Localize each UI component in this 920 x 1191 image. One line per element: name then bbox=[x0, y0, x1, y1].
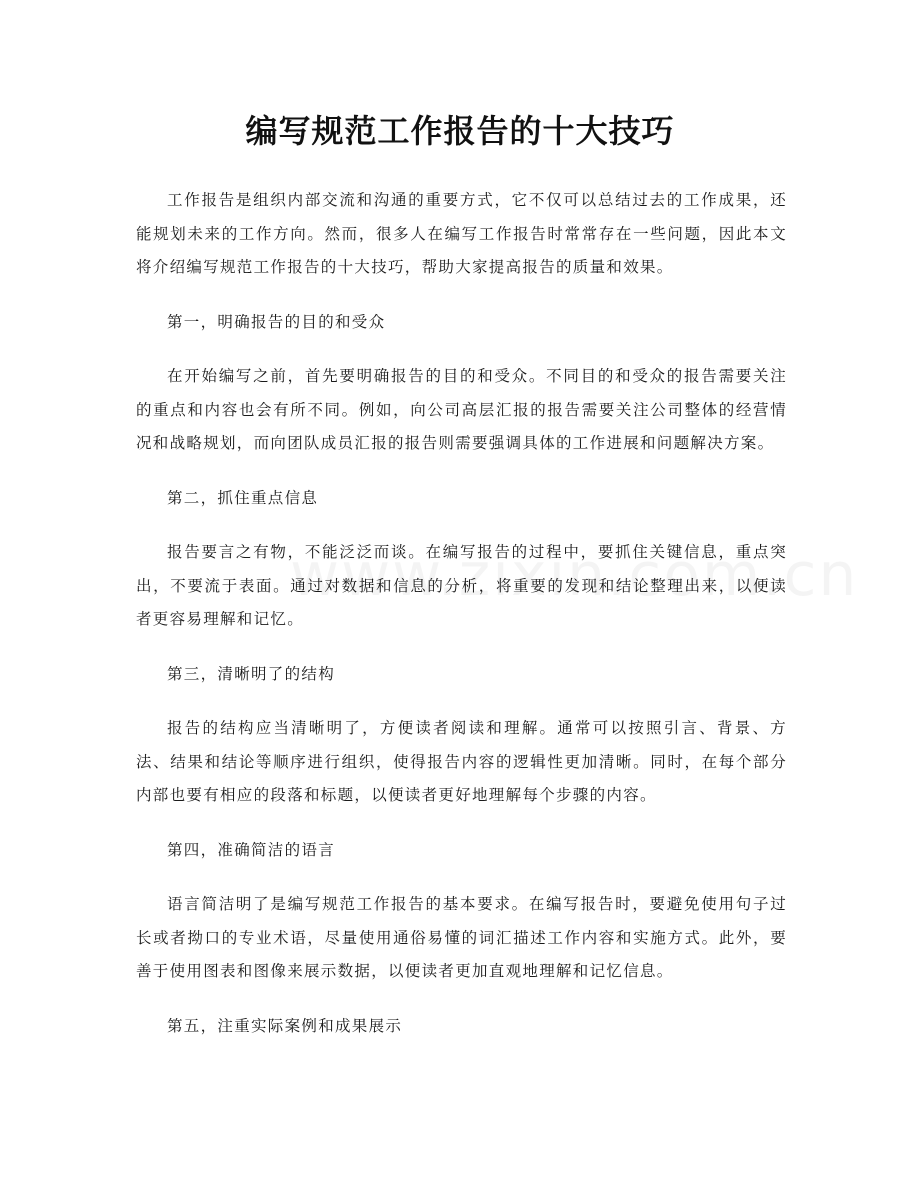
section-paragraph-3: 报告的结构应当清晰明了，方便读者阅读和理解。通常可以按照引言、背景、方法、结果和结论等顺序进行组织，使得报告内容的逻辑性更加清晰。同时，在每个部分内部也要有相应的段落和标题，以便读者更好地理解每个步骤的内容。 bbox=[136, 719, 787, 804]
section-paragraph-4: 语言简洁明了是编写规范工作报告的基本要求。在编写报告时，要避免使用句子过长或者拗口的专业术语，尽量使用通俗易懂的词汇描述工作内容和实施方式。此外，要善于使用图表和图像来展示数据，以便读者更加直观地理解和记忆信息。 bbox=[136, 895, 787, 980]
section-heading-5: 第五，注重实际案例和成果展示 bbox=[167, 1016, 403, 1035]
intro-paragraph: 工作报告是组织内部交流和沟通的重要方式，它不仅可以总结过去的工作成果，还能规划未来的工作方向。然而，很多人在编写工作报告时常常存在一些问题，因此本文将介绍编写规范工作报告的十大技巧，帮助大家提高报告的质量和效果。 bbox=[136, 191, 787, 276]
section-heading-1: 第一，明确报告的目的和受众 bbox=[167, 312, 386, 331]
section-paragraph-2: 报告要言之有物，不能泛泛而谈。在编写报告的过程中，要抓住关键信息，重点突出，不要流于表面。通过对数据和信息的分析，将重要的发现和结论整理出来，以便读者更容易理解和记忆。 bbox=[136, 543, 787, 628]
document-body bbox=[136, 184, 787, 1064]
section-heading-2: 第二，抓住重点信息 bbox=[167, 488, 319, 507]
section-heading-3: 第三，清晰明了的结构 bbox=[167, 664, 336, 683]
document-title: 编写规范工作报告的十大技巧 bbox=[245, 112, 675, 150]
section-heading-4: 第四，准确简洁的语言 bbox=[167, 840, 336, 859]
section-paragraph-1: 在开始编写之前，首先要明确报告的目的和受众。不同目的和受众的报告需要关注的重点和内容也会有所不同。例如，向公司高层汇报的报告需要关注公司整体的经营情况和战略规划，而向团队成员汇报的报告则需要强调具体的工作进展和问题解决方案。 bbox=[136, 367, 787, 452]
